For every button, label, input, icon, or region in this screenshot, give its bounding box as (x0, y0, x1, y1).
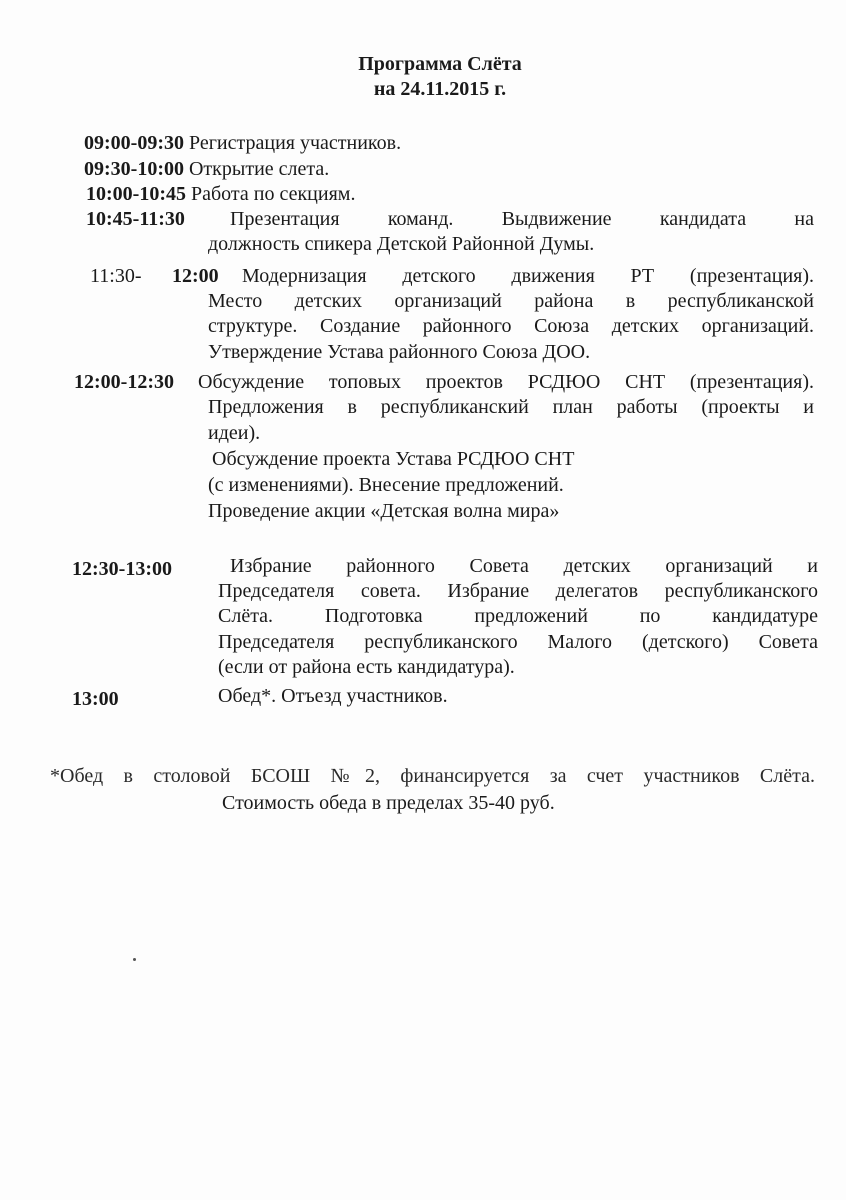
schedule-item (84, 131, 401, 156)
schedule-time: 12:30-13:00 (72, 558, 172, 580)
schedule-text: Место детских организаций района в республиканской (208, 290, 814, 312)
footnote-text: *Обед в столовой БСОШ №2, финансируется за счет участников Слёта. (50, 765, 815, 787)
schedule-time: 10:00-10:45 (86, 183, 186, 205)
schedule-text: должность спикера Детской Районной Думы. (208, 233, 595, 255)
schedule-item (84, 157, 329, 182)
scan-speck (133, 958, 136, 961)
schedule-text: Презентация команд. Выдвижение кандидата на (230, 208, 814, 230)
schedule-text: (с изменениями). Внесение предложений. (208, 474, 564, 496)
schedule-time: 09:00-09:30 (84, 132, 184, 154)
schedule-time: 12:00 (172, 265, 219, 287)
schedule-item (86, 182, 355, 207)
schedule-text: Председателя республиканского Малого (детского) Совета (218, 631, 818, 653)
schedule-time: 10:45-11:30 (86, 208, 185, 230)
page-date: на 24.11.2015 г. (373, 78, 507, 100)
schedule-text: структуре. Создание районного Союза детских организаций. (208, 315, 814, 337)
schedule-time: 12:00-12:30 (74, 371, 174, 393)
schedule-time: 09:30-10:00 (84, 158, 184, 180)
schedule-text: Избрание районного Совета детских организаций и (230, 555, 818, 577)
schedule-text: (если от района есть кандидатура). (218, 656, 515, 678)
schedule-text: Предложения в республиканский план работы (проекты и (208, 396, 814, 418)
footnote-text: Стоимость обеда в пределах 35-40 руб. (222, 792, 555, 814)
schedule-text: Обсуждение проекта Устава РСДЮО СНТ (212, 448, 575, 470)
schedule-text: Проведение акции «Детская волна мира» (208, 500, 560, 522)
schedule-text: Председателя совета. Избрание делегатов республиканского (218, 580, 818, 602)
schedule-text: Открытие слета. (188, 158, 330, 180)
schedule-time: 13:00 (72, 688, 119, 710)
schedule-text: Слёта. Подготовка предложений по кандидатуре (218, 605, 818, 627)
page-title: Программа Слёта (358, 53, 522, 75)
schedule-text: Обсуждение топовых проектов РСДЮО СНТ (презентация). (198, 371, 814, 393)
schedule-text: Работа по секциям. (190, 183, 356, 205)
schedule-text: Модернизация детского движения РТ (презентация). (242, 265, 814, 287)
schedule-text: Регистрация участников. (188, 132, 402, 154)
schedule-text: Обед*. Отъезд участников. (218, 685, 448, 707)
schedule-text: Утверждение Устава районного Союза ДОО. (208, 341, 591, 363)
schedule-time: 11:30- (90, 265, 142, 287)
schedule-text: идеи). (208, 422, 261, 444)
